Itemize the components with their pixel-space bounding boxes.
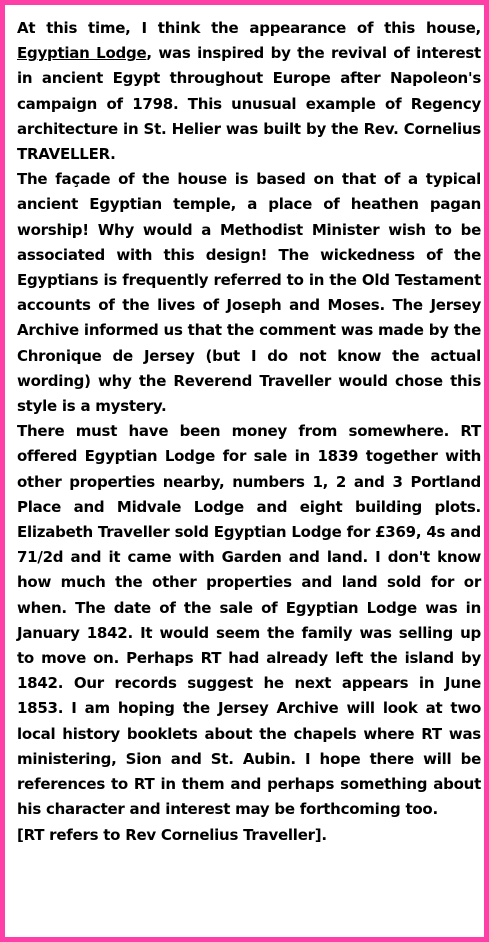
paragraph-facade: The façade of the house is based on that of a typical ancient Egyptian temple, a place of heathen pagan worship! Why would a Methodist Minister wish to be associated with this design! The wickedness of the Egyptians is frequently referred to in the Old Testament accounts of the lives of Joseph and Moses. The Jersey Archive informed us that the comment was made by the Chronique de Jersey (but I do not know the actual wording) why the Reverend Traveller would chose this style is a mystery. bbox=[17, 170, 481, 416]
paragraph-intro bbox=[17, 16, 481, 167]
paragraph-note: [RT refers to Rev Cornelius Traveller]. bbox=[17, 825, 327, 844]
paragraph-intro-start: At this time, I think the appearance of this house, bbox=[17, 19, 481, 37]
paragraph-sale: There must have been money from somewhere. RT offered Egyptian Lodge for sale in 1839 together with other properties nearby, numbers 1, 2 and 3 Portland Place and Midvale Lodge and eight building plots. Elizabeth Traveller sold Egyptian Lodge for £369, 4s and 71/2d and it came with Garden and land. I don't know how much the other properties and land sold for or when. The date of the sale of Egyptian Lodge was in January 1842. It would seem the family was selling up to move on. Perhaps RT had already left the island by 1842. Our records suggest he next appears in June 1853. I am hoping the Jersey Archive will look at two local history booklets about the chapels where RT was ministering, Sion and St. Aubin. I hope there will be references to RT in them and perhaps something about his character and interest may be forthcoming too. bbox=[17, 422, 481, 819]
document-body bbox=[17, 16, 481, 848]
egyptian-lodge-underlined: Egyptian Lodge bbox=[17, 44, 147, 63]
paragraph-intro-end: , was inspired by the revival of interest in ancient Egypt throughout Europe after Napoleon's campaign of 1798. This unusual example of Regency architecture in St. Helier was built by the Rev. Cornelius TRAVELLER. bbox=[17, 44, 481, 164]
